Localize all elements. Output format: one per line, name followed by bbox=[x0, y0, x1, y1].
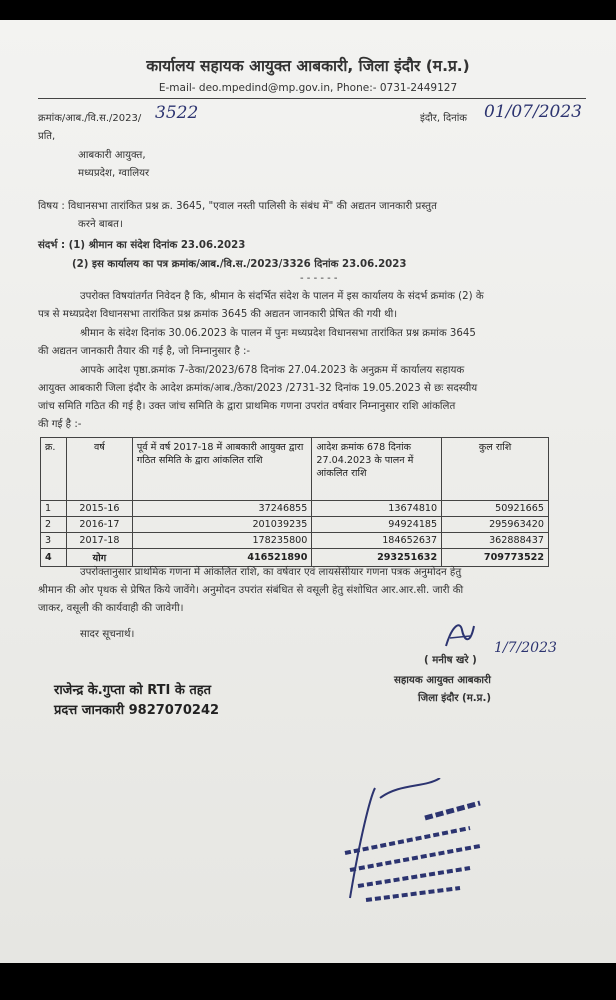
cell-sn: 2 bbox=[41, 517, 67, 533]
place-date-label: इंदौर, दिनांक bbox=[420, 113, 467, 124]
cell-order-amount: 184652637 bbox=[312, 533, 442, 549]
cell-total: 50921665 bbox=[442, 501, 549, 517]
table-header-row bbox=[41, 438, 549, 501]
table-header-year: वर्ष bbox=[66, 438, 132, 501]
cell-previous-amount: 178235800 bbox=[132, 533, 312, 549]
cell-total: 295963420 bbox=[442, 517, 549, 533]
table-row bbox=[41, 533, 549, 549]
table-header-order-amount: आदेश क्रमांक 678 दिनांक 27.04.2023 के पालन में आंकलित राशि bbox=[312, 438, 442, 501]
cell-sn: 1 bbox=[41, 501, 67, 517]
cell-order-amount: 293251632 bbox=[312, 549, 442, 567]
para3-line2: आयुक्त आबकारी जिला इंदौर के आदेश क्रमांक/आब./ठेका/2023 /2731-32 दिनांक 19.05.2023 से छः सदस्यीय bbox=[38, 383, 478, 394]
table-header-previous-amount: पूर्व में वर्ष 2017-18 में आबकारी आयुक्त द्वारा गठित समिति के द्वारा आंकलित राशि bbox=[132, 438, 312, 501]
reference-number-label: क्रमांक/आब./वि.स./2023/ bbox=[38, 113, 142, 124]
cell-previous-amount: 416521890 bbox=[132, 549, 312, 567]
signature-date-handwritten: 1/7/2023 bbox=[494, 640, 557, 656]
cell-sn: 3 bbox=[41, 533, 67, 549]
after-table-line2: श्रीमान की ओर पृथक से प्रेषित किये जावेंगे। अनुमोदन उपरांत संबंधित से वसूली हेतु संशोधित आर.आर.सी. जारी की bbox=[38, 585, 464, 596]
subject-line2: करने बाबत। bbox=[78, 219, 123, 230]
para3-line3: जांच समिति गठित की गई है। उक्त जांच समिति के द्वारा प्राथमिक गणना उपरांत वर्षवार निम्नानुसार राशि आंकलित bbox=[38, 401, 456, 412]
document-page bbox=[0, 20, 616, 963]
cell-previous-amount: 37246855 bbox=[132, 501, 312, 517]
rti-note-line2: प्रदत्त जानकारी 9827070242 bbox=[54, 703, 220, 718]
after-table-line1: उपरोक्तानुसार प्राथमिक गणना में आंकलित राशि, का वर्षवार एवं लायसेंसीयार गणना पत्रक अनुमोदन हेतु bbox=[80, 567, 462, 578]
received-stamp-image bbox=[330, 778, 500, 918]
after-table-line3: जाकर, वसूली की कार्यवाही की जावेगी। bbox=[38, 603, 184, 614]
cell-total: 709773522 bbox=[442, 549, 549, 567]
contact-line: E-mail- deo.mpedind@mp.gov.in, Phone:- 0731-2449127 bbox=[158, 82, 458, 94]
recipient-to: प्रति, bbox=[38, 131, 56, 142]
para3-line1: आपके आदेश पृष्ठा.क्रमांक 7-ठेका/2023/678 दिनांक 27.04.2023 के अनुक्रम में कार्यालय सहायक bbox=[80, 365, 465, 376]
para2-line2: की अद्यतन जानकारी तैयार की गई है, जो निम्नानुसार है :- bbox=[38, 346, 251, 357]
recipient-line2: मध्यप्रदेश, ग्वालियर bbox=[78, 168, 150, 179]
cell-year: योग bbox=[66, 549, 132, 567]
table-header-total: कुल राशि bbox=[442, 438, 549, 501]
para3-line4: की गई है :- bbox=[38, 419, 82, 430]
para1-line1: उपरोक्त विषयांतर्गत निवेदन है कि, श्रीमान के संदर्भित संदेश के पालन में इस कार्यालय के संदर्भ क्रमांक (2) के bbox=[80, 291, 484, 302]
signatory-name: ( मनीष खरे ) bbox=[424, 655, 477, 666]
cell-order-amount: 13674810 bbox=[312, 501, 442, 517]
header-rule bbox=[38, 98, 586, 99]
signature-scribble bbox=[440, 616, 480, 656]
table-header-sn: क्र. bbox=[41, 438, 67, 501]
reference-line2: (2) इस कार्यालय का पत्र क्रमांक/आब./वि.स./2023/3326 दिनांक 23.06.2023 bbox=[72, 259, 407, 270]
office-title: कार्यालय सहायक आयुक्त आबकारी, जिला इंदौर (म.प्र.) bbox=[146, 57, 470, 75]
cell-total: 362888437 bbox=[442, 533, 549, 549]
closing-text: सादर सूचनार्थ। bbox=[80, 629, 135, 640]
subject-line1: विषय : विधानसभा तारांकित प्रश्न क्र. 3645, "एवाल नस्ती पालिसी के संबंध में" की अद्यतन जानकारी प्रस्तुत bbox=[38, 201, 437, 212]
reference-number-handwritten: 3522 bbox=[155, 103, 199, 123]
cell-year: 2015-16 bbox=[66, 501, 132, 517]
rti-note-line1: राजेन्द्र के.गुप्ता को RTI के तहत bbox=[54, 683, 212, 698]
table-row bbox=[41, 501, 549, 517]
cell-year: 2017-18 bbox=[66, 533, 132, 549]
para2-line1: श्रीमान के संदेश दिनांक 30.06.2023 के पालन में पुनः मध्यप्रदेश विधानसभा तारांकित प्रश्न क्रमांक 3645 bbox=[80, 328, 476, 339]
cell-year: 2016-17 bbox=[66, 517, 132, 533]
recipient-line1: आबकारी आयुक्त, bbox=[78, 150, 146, 161]
divider-dashes: - - - - - - bbox=[300, 273, 338, 284]
cell-sn: 4 bbox=[41, 549, 67, 567]
table-row bbox=[41, 517, 549, 533]
date-handwritten: 01/07/2023 bbox=[484, 102, 582, 122]
cell-previous-amount: 201039235 bbox=[132, 517, 312, 533]
cell-order-amount: 94924185 bbox=[312, 517, 442, 533]
para1-line2: पत्र से मध्यप्रदेश विधानसभा तारांकित प्रश्न क्रमांक 3645 की अद्यतन जानकारी प्रेषित की गयी थी। bbox=[38, 309, 398, 320]
signatory-designation1: सहायक आयुक्त आबकारी bbox=[394, 675, 491, 686]
reference-line1: संदर्भ : (1) श्रीमान का संदेश दिनांक 23.06.2023 bbox=[38, 240, 246, 251]
revenue-table bbox=[40, 437, 549, 567]
signatory-designation2: जिला इंदौर (म.प्र.) bbox=[418, 693, 491, 704]
